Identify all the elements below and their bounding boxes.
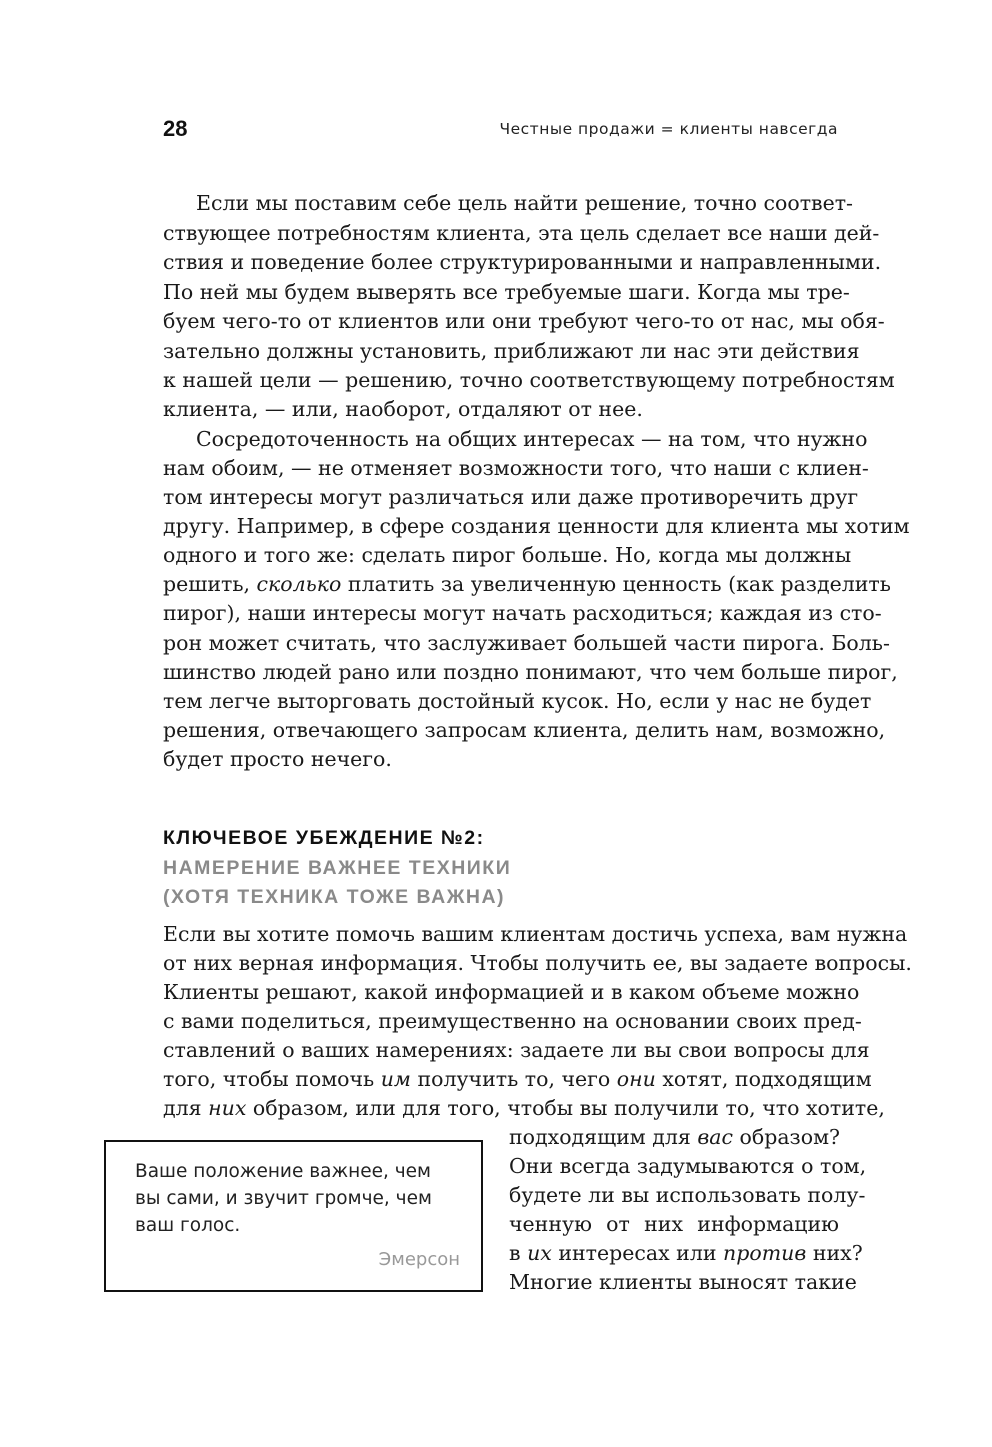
text-run: того, чтобы помочь xyxy=(163,1067,381,1091)
text-line: ствующее потребностям клиента, эта цель сделает все наши дей- xyxy=(163,221,880,245)
page-number: 28 xyxy=(163,116,188,141)
text-run: для xyxy=(163,1096,209,1120)
text-line: ченную от них информацию xyxy=(509,1212,839,1236)
text-line: пирог), наши интересы могут начать расходиться; каждая из сто- xyxy=(163,601,882,625)
text-run: хотят, подходящим xyxy=(655,1067,872,1091)
text-line: зательно должны установить, приближают ли нас эти действия xyxy=(163,339,860,363)
text-line: решения, отвечающего запросам клиента, делить нам, возможно, xyxy=(163,718,886,742)
quote-author: Эмерсон xyxy=(378,1249,460,1270)
text-line: от них верная информация. Чтобы получить ее, вы задаете вопросы. xyxy=(163,951,912,975)
text-run: решить, xyxy=(163,572,257,596)
emphasis: них xyxy=(208,1096,247,1120)
text-line-with-emphasis xyxy=(163,1067,872,1091)
text-line: По ней мы будем выверять все требуемые шаги. Когда мы тре- xyxy=(163,280,850,304)
text-line: будете ли вы использовать полу- xyxy=(509,1183,866,1207)
text-run: образом, или для того, чтобы вы получили то, что хотите, xyxy=(246,1096,885,1120)
text-run: интересах или xyxy=(551,1241,724,1265)
running-title: Честные продажи = клиенты навсегда xyxy=(499,120,838,138)
text-line: ставлений о ваших намерениях: задаете ли вы свои вопросы для xyxy=(163,1038,870,1062)
text-run: получить то, чего xyxy=(410,1067,617,1091)
heading-line-2: НАМЕРЕНИЕ ВАЖНЕЕ ТЕХНИКИ xyxy=(163,857,512,879)
text-line: ствия и поведение более структурированными и направленными. xyxy=(163,250,882,274)
emphasis: их xyxy=(527,1241,552,1265)
text-line: шинство людей рано или поздно понимают, что чем больше пирог, xyxy=(163,660,898,684)
text-run: в xyxy=(509,1241,528,1265)
text-run: них? xyxy=(806,1241,863,1265)
emphasis: они xyxy=(616,1067,656,1091)
emphasis: вас xyxy=(697,1125,734,1149)
text-line: будет просто нечего. xyxy=(163,747,392,771)
emphasis: сколько xyxy=(256,572,342,596)
text-line: одного и того же: сделать пирог больше. Но, когда мы должны xyxy=(163,543,852,567)
text-line: другу. Например, в сфере создания ценности для клиента мы хотим xyxy=(163,514,910,538)
text-line-with-emphasis xyxy=(509,1241,863,1265)
quote-box xyxy=(104,1140,483,1292)
emphasis: им xyxy=(380,1067,411,1091)
text-line: Клиенты решают, какой информацией и в каком объеме можно xyxy=(163,980,860,1004)
text-line: нам обоим, — не отменяет возможности того, что наши с клиен- xyxy=(163,456,869,480)
text-line: клиента, — или, наоборот, отдаляют от нее. xyxy=(163,397,643,421)
quote-line: ваш голос. xyxy=(135,1215,241,1236)
text-line: к нашей цели — решению, точно соответствующему потребностям xyxy=(163,368,895,392)
text-line-with-emphasis xyxy=(163,1096,885,1120)
text-line-with-emphasis xyxy=(163,572,891,596)
text-run: подходящим для xyxy=(509,1125,698,1149)
quote-line: вы сами, и звучит громче, чем xyxy=(135,1188,432,1209)
text-line-with-emphasis xyxy=(509,1125,839,1149)
text-line: Если вы хотите помочь вашим клиентам достичь успеха, вам нужна xyxy=(163,922,908,946)
emphasis: против xyxy=(723,1241,807,1265)
text-line: том интересы могут различаться или даже противоречить друг xyxy=(163,485,859,509)
heading-line-3: (ХОТЯ ТЕХНИКА ТОЖЕ ВАЖНА) xyxy=(163,886,506,908)
quote-line: Ваше положение важнее, чем xyxy=(135,1161,431,1182)
heading-line-1: КЛЮЧЕВОЕ УБЕЖДЕНИЕ №2: xyxy=(163,827,485,849)
text-line: рон может считать, что заслуживает большей части пирога. Боль- xyxy=(163,631,890,655)
text-line: буем чего-то от клиентов или они требуют чего-то от нас, мы обя- xyxy=(163,309,885,333)
text-line: Многие клиенты выносят такие xyxy=(509,1270,857,1294)
text-line: с вами поделиться, преимущественно на основании своих пред- xyxy=(163,1009,862,1033)
text-line: Они всегда задумываются о том, xyxy=(509,1154,867,1178)
text-line: тем легче выторговать достойный кусок. Но, если у нас не будет xyxy=(163,689,872,713)
text-line: Если мы поставим себе цель найти решение, точно соответ- xyxy=(196,191,853,215)
text-run: образом? xyxy=(733,1125,841,1149)
text-line: Сосредоточенность на общих интересах — на том, что нужно xyxy=(196,427,868,451)
text-run: платить за увеличенную ценность (как разделить xyxy=(341,572,891,596)
